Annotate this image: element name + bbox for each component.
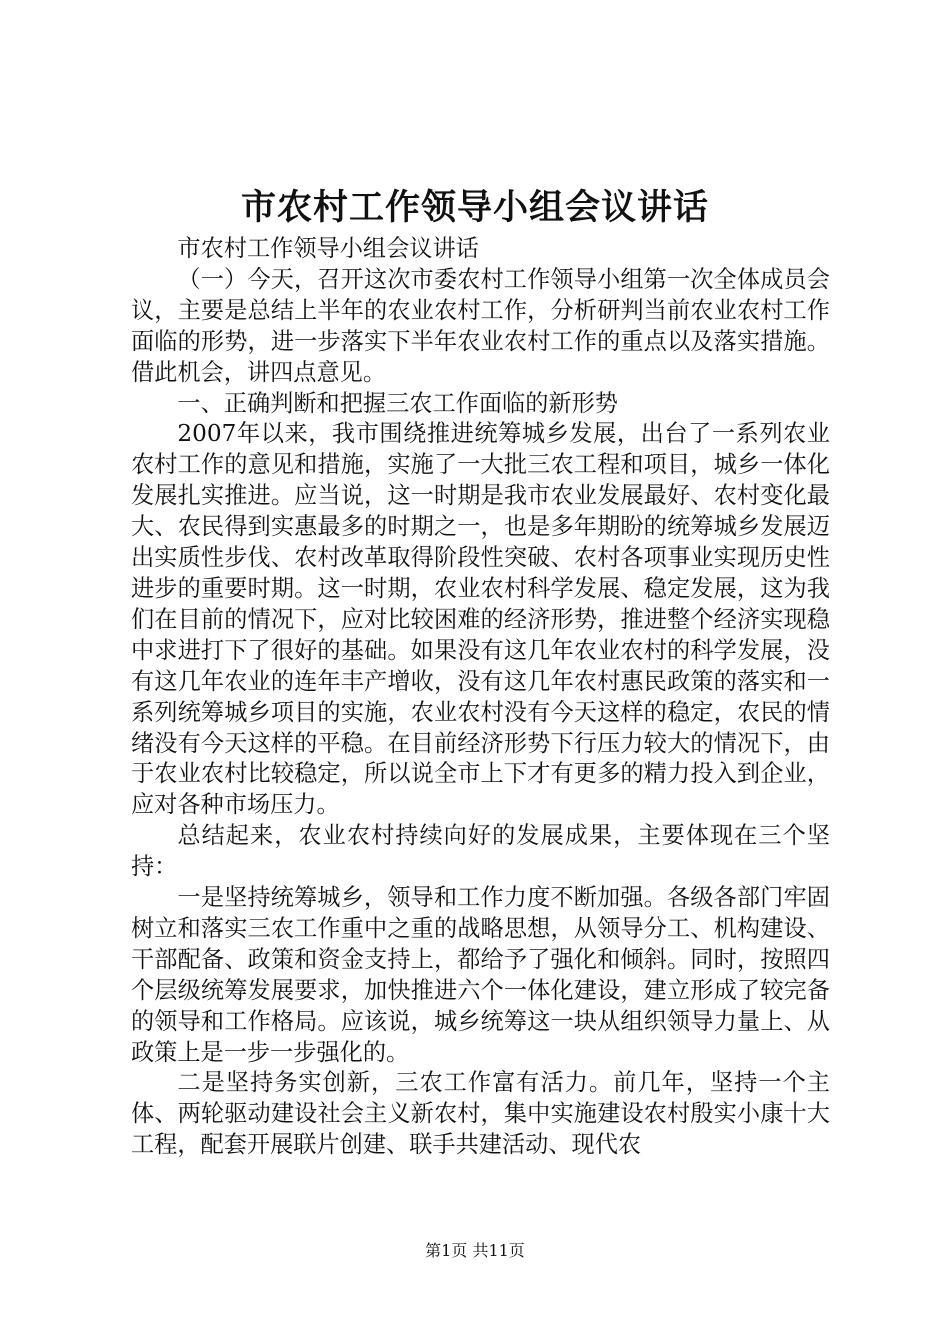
page-number: 第1页 共11页 bbox=[425, 1241, 525, 1260]
document-title: 市农村工作领导小组会议讲话 bbox=[240, 188, 709, 228]
paragraph-point-one: 一是坚持统筹城乡，领导和工作力度不断加强。各级各部门牢固树立和落实三农工作重中之重的战略思想，从领导分工、机构建设、干部配备、政策和资金支持上，都给予了强化和倾斜。同时，按照四个层级统筹发展要求，加快推进六个一体化建设，建立形成了较完备的领导和工作格局。应该说，城乡统筹这一块从组织领导力量上、从政策上是一步一步强化的。 bbox=[131, 884, 830, 1066]
paragraph-subtitle: 市农村工作领导小组会议讲话 bbox=[177, 235, 479, 262]
paragraph-point-two: 二是坚持务实创新，三农工作富有活力。前几年，坚持一个主体、两轮驱动建设社会主义新农村，集中实施建设农村殷实小康十大工程，配套开展联片创建、联手共建活动、现代农 bbox=[131, 1069, 830, 1159]
document-body bbox=[131, 234, 830, 1161]
paragraph-summary: 总结起来，农业农村持续向好的发展成果，主要体现在三个坚持： bbox=[131, 822, 830, 881]
paragraph-body: 2007年以来，我市围绕推进统筹城乡发展，出台了一系列农业农村工作的意见和措施，实施了一大批三农工程和项目，城乡一体化发展扎实推进。应当说，这一时期是我市农业发展最好、农村变化最大、农民得到实惠最多的时期之一，也是多年期盼的统筹城乡发展迈出实质性步伐、农村改革取得阶段性突破、农村各项事业实现历史性进步的重要时期。这一时期，农业农村科学发展、稳定发展，这为我们在目前的情况下，应对比较困难的经济形势，推进整个经济实现稳中求进打下了很好的基础。如果没有这几年农业农村的科学发展，没有这几年农业的连年丰产增收，没有这几年农村惠民政策的落实和一系列统筹城乡项目的实施，农业农村没有今天这样的稳定，农民的情绪没有今天这样的平稳。在目前经济形势下行压力较大的情况下，由于农业农村比较稳定，所以说全市上下才有更多的精力投入到企业，应对各种市场压力。 bbox=[131, 420, 830, 819]
section-heading: 一、正确判断和把握三农工作面临的新形势 bbox=[177, 389, 618, 417]
paragraph-intro: （一）今天，召开这次市委农村工作领导小组第一次全体成员会议，主要是总结上半年的农业农村工作，分析研判当前农业农村工作面临的形势，进一步落实下半年农业农村工作的重点以及落实措施。借此机会，讲四点意见。 bbox=[131, 265, 830, 386]
